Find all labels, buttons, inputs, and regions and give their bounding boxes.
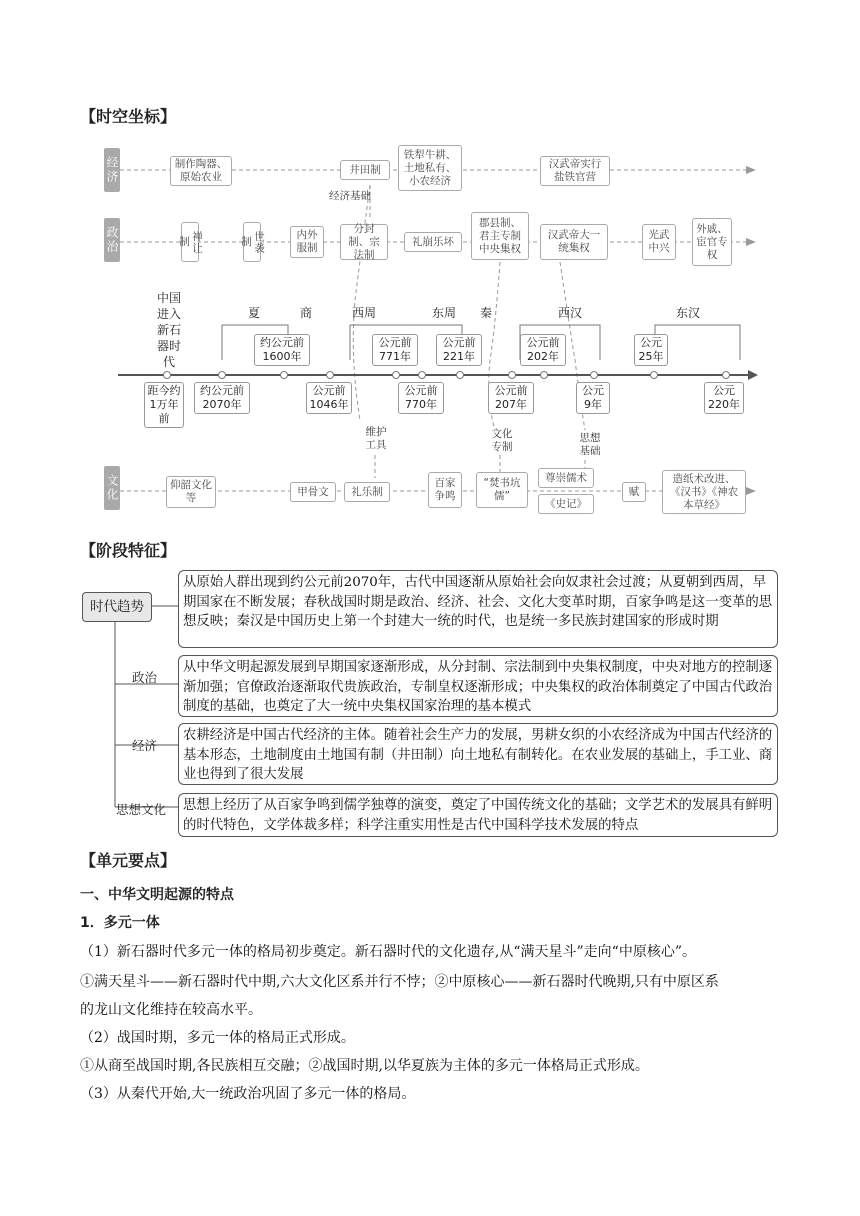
politics-item: 世袭制 [243,222,261,262]
timeline-dot [722,371,730,379]
era-label: 西汉 [557,306,582,320]
culture-item: 尊崇儒术 [538,468,594,488]
year-box: 公元220年 [704,382,744,414]
year-box: 距今约1万年前 [144,382,184,428]
trend-box: 从原始人群出现到约公元前2070年，古代中国逐渐从原始社会向奴隶社会过渡；从夏朝到西周，早期国家在不断发展；春秋战国时期是政治、经济、社会、文化大变革时期，百家争鸣是这一变革的思想反映；秦汉是中国历史上第一个封建大一统的时代，也是统一多民族封建国家的形成时期 [178,570,778,648]
thought-label: 思想文化 [116,802,167,817]
politics-box: 从中华文明起源发展到早期国家逐渐形成，从分封制、宗法制到中央集权制度，中央对地方的控制逐渐加强；官僚政治逐渐取代贵族政治，专制皇权逐渐形成；中央集权的政治体制奠定了中国古代政治制度的基础，也奠定了大一统中央集权国家治理的基本模式 [178,655,778,717]
year-box: 公元9年 [576,382,610,414]
features-section-title: 【阶段特征】 [80,541,177,560]
economy-item: 制作陶器、原始农业 [170,156,232,186]
paragraph: （3）从秦代开始,大一统政治巩固了多元一体的格局。 [80,1086,416,1102]
year-box: 公元前770年 [398,382,444,414]
timeline-dot [508,371,516,379]
paragraph: ①从商至战国时期,各民族相互交融；②战国时期,以华夏族为主体的多元一体格局正式形成。 [80,1058,649,1074]
era-label: 商 [299,306,312,320]
year-box: 约公元前2070年 [194,382,250,414]
culture-item: 百家争鸣 [428,472,462,508]
politics-label: 政治 [132,670,158,685]
culture-item: 赋 [622,482,646,502]
politics-item: 分封制、宗法制 [340,224,388,260]
timeline-dot [280,371,288,379]
link-label: 维护工具 [365,426,387,451]
politics-item: 汉武帝大一统集权 [540,224,608,260]
timeline-diagram [0,0,860,530]
culture-item: 仰韶文化等 [166,476,216,508]
timeline-dot [418,371,426,379]
link-label: 文化专制 [491,428,513,453]
politics-item: 郡县制、君主专制中央集权 [471,212,529,260]
paragraph: （2）战国时期，多元一体的格局正式形成。 [80,1030,355,1046]
politics-item: 外戚、宦官专权 [692,218,732,266]
year-box: 约公元前1600年 [254,334,310,366]
politics-item: 光武中兴 [642,224,676,260]
economy-item: 井田制 [340,160,390,180]
year-box: 公元前221年 [436,334,482,366]
timeline-dot [163,371,171,379]
year-box: 公元前207年 [488,382,534,414]
politics-item: 礼崩乐坏 [404,232,462,252]
era-label: 夏 [247,306,260,320]
culture-band: 文化 [104,466,120,510]
culture-item: 造纸术改进、《汉书》《神农本草经》 [662,470,746,514]
economy-item: 铁犁牛耕、土地私有、小农经济 [398,145,462,191]
link-label: 思想基础 [579,432,601,457]
year-box: 公元前1046年 [306,382,352,414]
timeline-dot [218,371,226,379]
politics-item: 禅让制 [181,222,199,262]
era-label: 西周 [351,306,376,320]
year-box: 公元前202年 [520,334,566,366]
economy-band: 经济 [104,148,120,192]
paragraph: （1）新石器时代多元一体的格局初步奠定。新石器时代的文化遗存,从“满天星斗”走向“中原核心”。 [80,944,696,960]
thought-box: 思想上经历了从百家争鸣到儒学独尊的演变，奠定了中国传统文化的基础；文学艺术的发展具有鲜明的时代特色，文学体裁多样；科学注重实用性是古代中国科学技术发展的特点 [178,793,778,837]
era-label: 东汉 [675,306,700,320]
timeline-dot [650,371,658,379]
economy-item: 汉武帝实行盐铁官营 [540,156,610,186]
era-label: 秦 [479,306,492,320]
timeline-dot [456,371,464,379]
economy-link-label: 经济基础 [329,190,371,202]
keypoints-subheading: 1．多元一体 [80,915,160,931]
timeline-dot [590,371,598,379]
year-box: 公元25年 [634,334,668,366]
year-box: 公元前771年 [372,334,418,366]
paragraph: 的龙山文化维持在较高水平。 [80,1002,262,1018]
timeline-dot [540,371,548,379]
culture-item: 甲骨文 [290,482,336,502]
culture-item: “焚书坑儒” [476,472,528,508]
timeline-dot [392,371,400,379]
keypoints-heading: 一、中华文明起源的特点 [80,887,234,903]
culture-item: 礼乐制 [344,482,390,502]
timeline-section-title: 【时空坐标】 [80,107,177,126]
culture-item: 《史记》 [538,494,594,514]
economy-box: 农耕经济是中国古代经济的主体。随着社会生产力的发展，男耕女织的小农经济成为中国古代经济的基本形态，土地制度由土地国有制（井田制）向土地私有制转化。在农业发展的基础上，手工业、商业也得到了很大发展 [178,723,778,785]
era-label: 东周 [431,306,456,320]
paragraph: ①满天星斗——新石器时代中期,六大文化区系并行不悖；②中原核心——新石器时代晚期,只有中原区系 [80,974,719,990]
timeline-dot [326,371,334,379]
politics-item: 内外服制 [290,226,324,258]
era-label: 中国进入新石器时代 [156,291,181,369]
keypoints-section-title: 【单元要点】 [80,851,177,870]
politics-band: 政治 [104,218,120,262]
economy-label: 经济 [132,738,158,753]
features-root: 时代趋势 [82,592,152,622]
